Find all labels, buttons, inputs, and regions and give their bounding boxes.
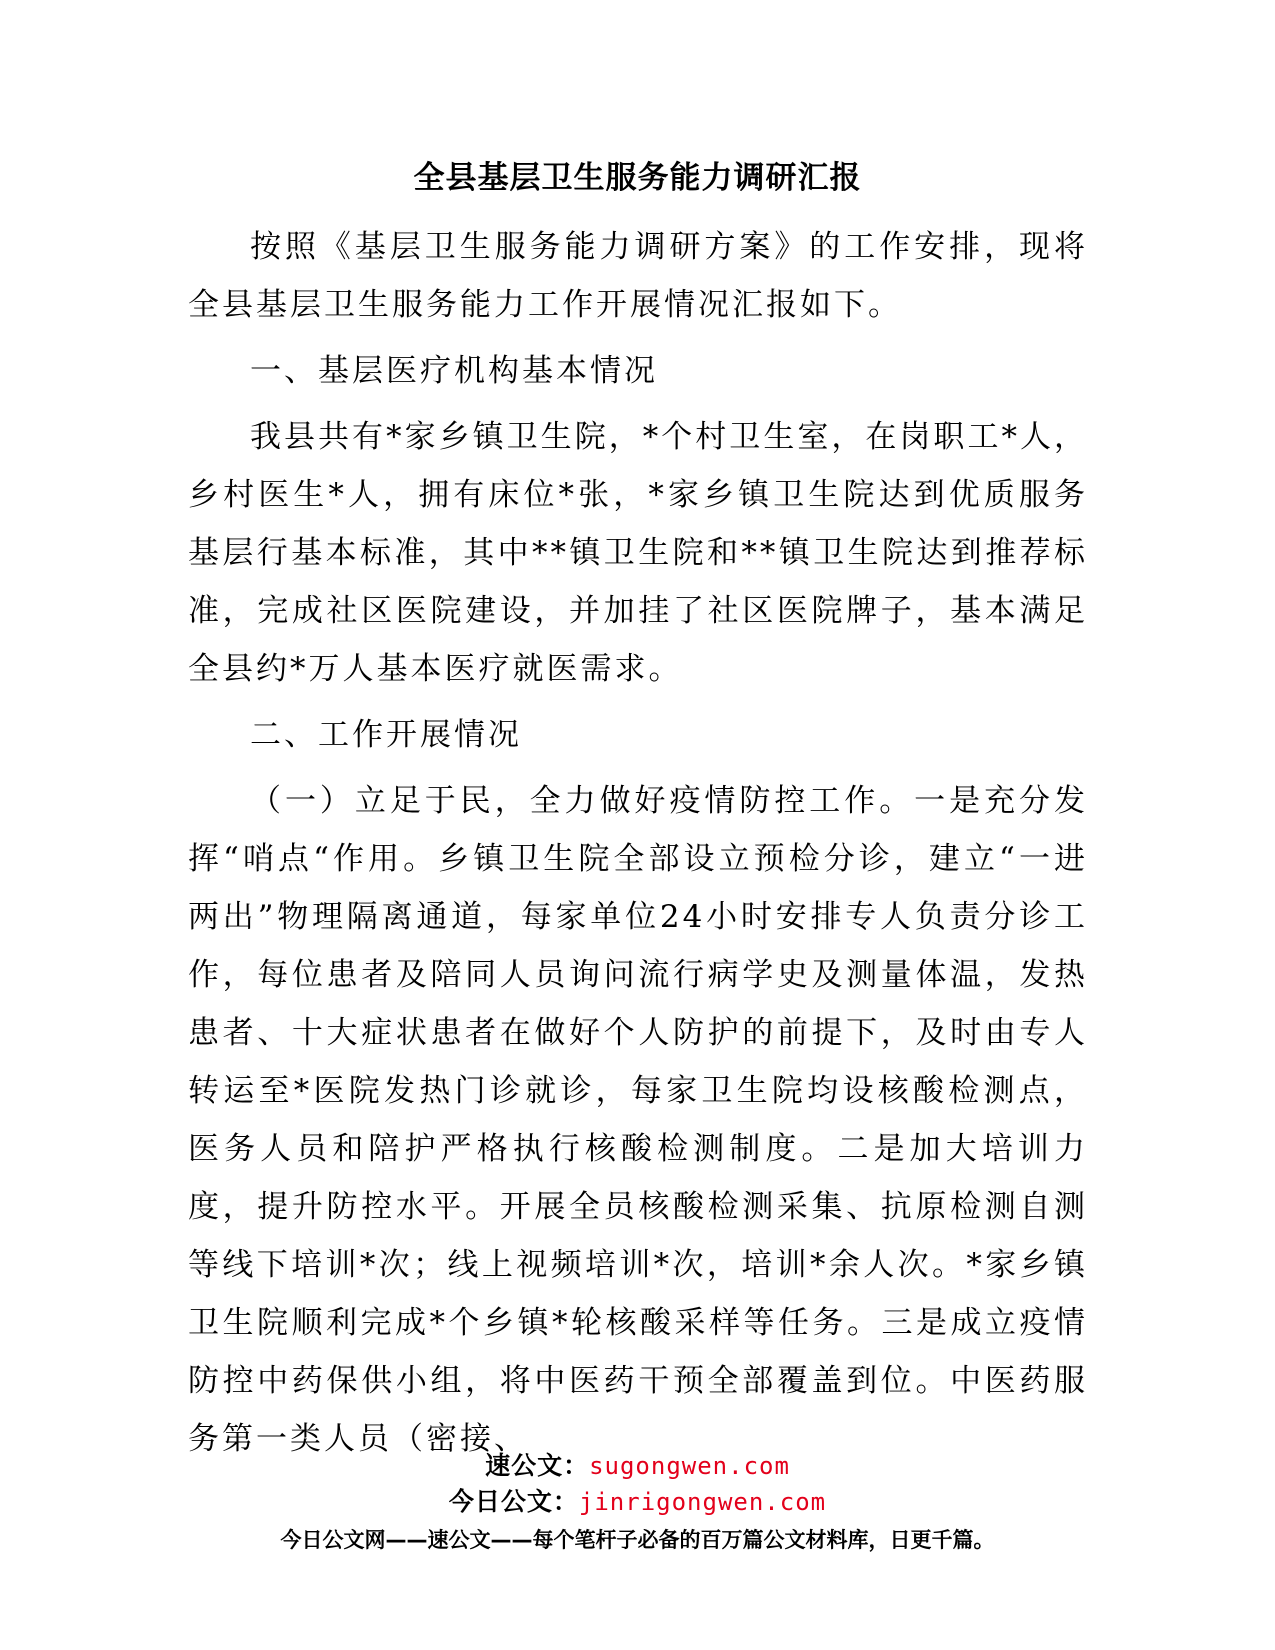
section-heading-1: 一、基层医疗机构基本情况: [250, 353, 658, 389]
footer-label-2: 今日公文：: [448, 1487, 579, 1516]
footer-watermark: [0, 1448, 1275, 1556]
footer-label-1: 速公文：: [485, 1451, 590, 1480]
intro-paragraph: 按照《基层卫生服务能力调研方案》的工作安排，现将全县基层卫生服务能力工作开展情况汇报如下。: [188, 229, 1088, 323]
footer-line-1: [0, 1448, 1275, 1484]
section-2-paragraph: （一）立足于民，全力做好疫情防控工作。一是充分发挥“哨点“作用。乡镇卫生院全部设立预检分诊，建立“一进两出”物理隔离通道，每家单位24小时安排专人负责分诊工作，每位患者及陪同人员询问流行病学史及测量体温，发热患者、十大症状患者在做好个人防护的前提下，及时由专人转运至*医院发热门诊就诊，每家卫生院均设核酸检测点，医务人员和陪护严格执行核酸检测制度。二是加大培训力度，提升防控水平。开展全员核酸检测采集、抗原检测自测等线下培训*次；线上视频培训*次，培训*余人次。*家乡镇卫生院顺利完成*个乡镇*轮核酸采样等任务。三是成立疫情防控中药保供小组，将中医药干预全部覆盖到位。中医药服务第一类人员（密接、: [188, 783, 1088, 1457]
section-heading-2: 二、工作开展情况: [250, 717, 522, 753]
footer-link-jinrigongwen[interactable]: jinrigongwen.com: [578, 1488, 827, 1516]
document-title: 全县基层卫生服务能力调研汇报: [413, 160, 862, 196]
section-1-paragraph: 我县共有*家乡镇卫生院，*个村卫生室，在岗职工*人，乡村医生*人，拥有床位*张，*家乡镇卫生院达到优质服务基层行基本标准，其中**镇卫生院和**镇卫生院达到推荐标准，完成社区医院建设，并加挂了社区医院牌子，基本满足全县约*万人基本医疗就医需求。: [188, 419, 1088, 687]
document-body: [188, 218, 1088, 1468]
footer-line-2: [0, 1484, 1275, 1520]
footer-link-sugongwen[interactable]: sugongwen.com: [589, 1452, 790, 1480]
footer-slogan: 今日公文网——速公文——每个笔杆子必备的百万篇公文材料库，日更千篇。: [280, 1528, 995, 1552]
